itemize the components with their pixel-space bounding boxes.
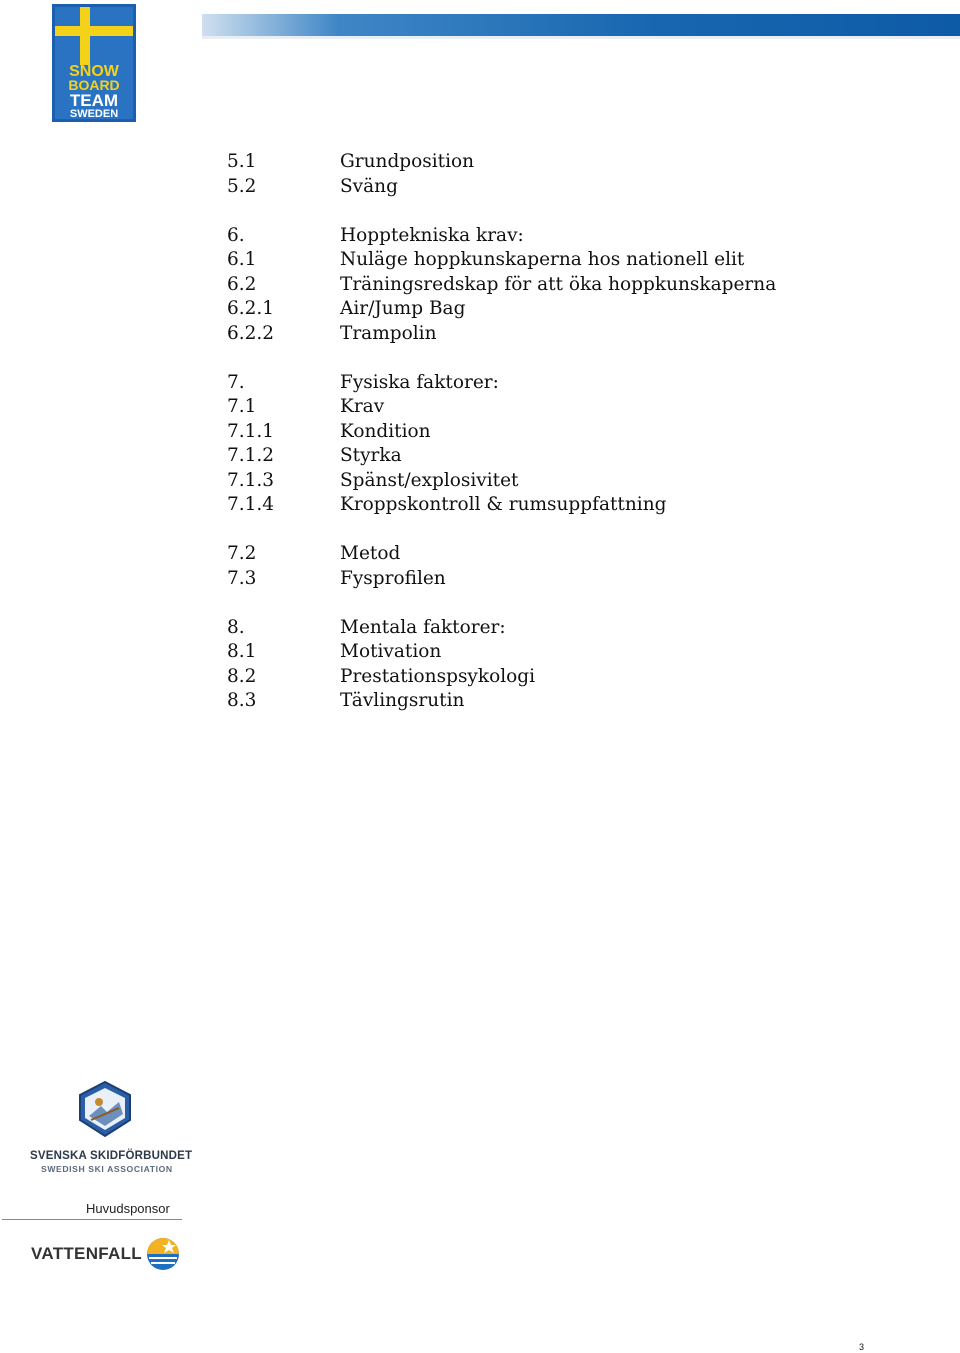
toc-entry-number: 6.2 <box>227 273 257 295</box>
table-of-contents <box>227 150 776 714</box>
toc-entry <box>227 689 776 714</box>
toc-entry-title: Prestationspsykologi <box>340 665 536 687</box>
toc-entry-number: 5.1 <box>227 151 257 172</box>
group-spacer <box>227 346 776 371</box>
toc-entry-title: Styrka <box>340 445 402 466</box>
toc-entry-title: Sväng <box>340 175 398 197</box>
toc-entry-title: Träningsredskap för att öka hoppkunskaperna <box>340 273 777 295</box>
toc-entry <box>227 640 776 665</box>
toc-entry <box>227 542 776 567</box>
logo-line-3: TEAM <box>69 91 119 110</box>
toc-entry-title: Spänst/explosivitet <box>340 469 519 491</box>
vattenfall-logo-icon <box>145 1236 181 1272</box>
toc-entry-number: 7.1 <box>227 396 257 417</box>
toc-entry <box>227 395 776 420</box>
toc-entry-title: Hopptekniska krav: <box>340 224 524 246</box>
federation-name-english: SWEDISH SKI ASSOCIATION <box>41 1164 173 1174</box>
toc-entry <box>227 150 776 175</box>
federation-name: SVENSKA SKIDFÖRBUNDET <box>30 1150 193 1162</box>
toc-entry <box>227 493 776 518</box>
toc-entry <box>227 567 776 592</box>
toc-entry-number: 6. <box>227 224 245 246</box>
sponsor-divider <box>2 1219 182 1220</box>
toc-entry-number: 7.1.2 <box>227 445 275 466</box>
sponsor-label: Huvudsponsor <box>86 1201 170 1216</box>
group-spacer <box>227 199 776 224</box>
logo-line-4: SWEDEN <box>69 108 119 120</box>
toc-entry <box>227 224 776 249</box>
page-number: 3 <box>859 1342 865 1352</box>
toc-entry-number: 8.3 <box>227 690 257 711</box>
toc-entry-number: 7.1.4 <box>227 494 275 515</box>
group-spacer <box>227 518 776 543</box>
toc-entry <box>227 297 776 322</box>
toc-entry-title: Tävlingsrutin <box>340 690 465 711</box>
toc-entry-number: 7.1.3 <box>227 469 275 491</box>
toc-entry <box>227 322 776 347</box>
toc-entry-number: 5.2 <box>227 175 257 197</box>
snowboard-team-sweden-logo <box>52 4 136 122</box>
toc-entry-title: Metod <box>340 543 401 564</box>
toc-entry <box>227 616 776 641</box>
toc-entry-number: 7.1.1 <box>227 420 275 442</box>
toc-entry-title: Kondition <box>340 420 431 442</box>
toc-entry-number: 7. <box>227 371 245 393</box>
toc-entry-number: 6.2.2 <box>227 322 275 344</box>
header-banner <box>202 14 960 39</box>
toc-entry <box>227 444 776 469</box>
toc-entry-number: 7.2 <box>227 543 257 564</box>
toc-entry-title: Krav <box>340 396 385 417</box>
ski-association-emblem-icon <box>77 1080 133 1138</box>
toc-entry-title: Fysprofilen <box>340 567 446 589</box>
logo-line-1: SNOW <box>69 63 119 80</box>
toc-entry-title: Fysiska faktorer: <box>340 371 499 393</box>
toc-entry-number: 8. <box>227 616 245 638</box>
toc-entry-number: 8.1 <box>227 641 257 662</box>
toc-entry <box>227 371 776 396</box>
toc-entry <box>227 273 776 298</box>
toc-entry-number: 8.2 <box>227 665 257 687</box>
toc-entry-number: 6.1 <box>227 249 257 270</box>
toc-entry <box>227 175 776 200</box>
toc-entry-title: Air/Jump Bag <box>340 298 466 319</box>
toc-entry <box>227 665 776 690</box>
toc-entry-number: 6.2.1 <box>227 298 275 319</box>
toc-entry-title: Mentala faktorer: <box>340 616 506 638</box>
toc-entry-number: 7.3 <box>227 567 257 589</box>
toc-entry-title: Trampolin <box>340 322 437 344</box>
toc-entry <box>227 420 776 445</box>
toc-entry-title: Grundposition <box>340 151 475 172</box>
toc-entry-title: Kroppskontroll & rumsuppfattning <box>340 494 667 515</box>
group-spacer <box>227 591 776 616</box>
toc-entry <box>227 248 776 273</box>
toc-entry-title: Nuläge hoppkunskaperna hos nationell elit <box>340 249 745 270</box>
toc-entry <box>227 469 776 494</box>
sponsor-name: VATTENFALL <box>31 1244 142 1263</box>
logo-line-2: BOARD <box>68 77 120 93</box>
toc-entry-title: Motivation <box>340 641 442 662</box>
